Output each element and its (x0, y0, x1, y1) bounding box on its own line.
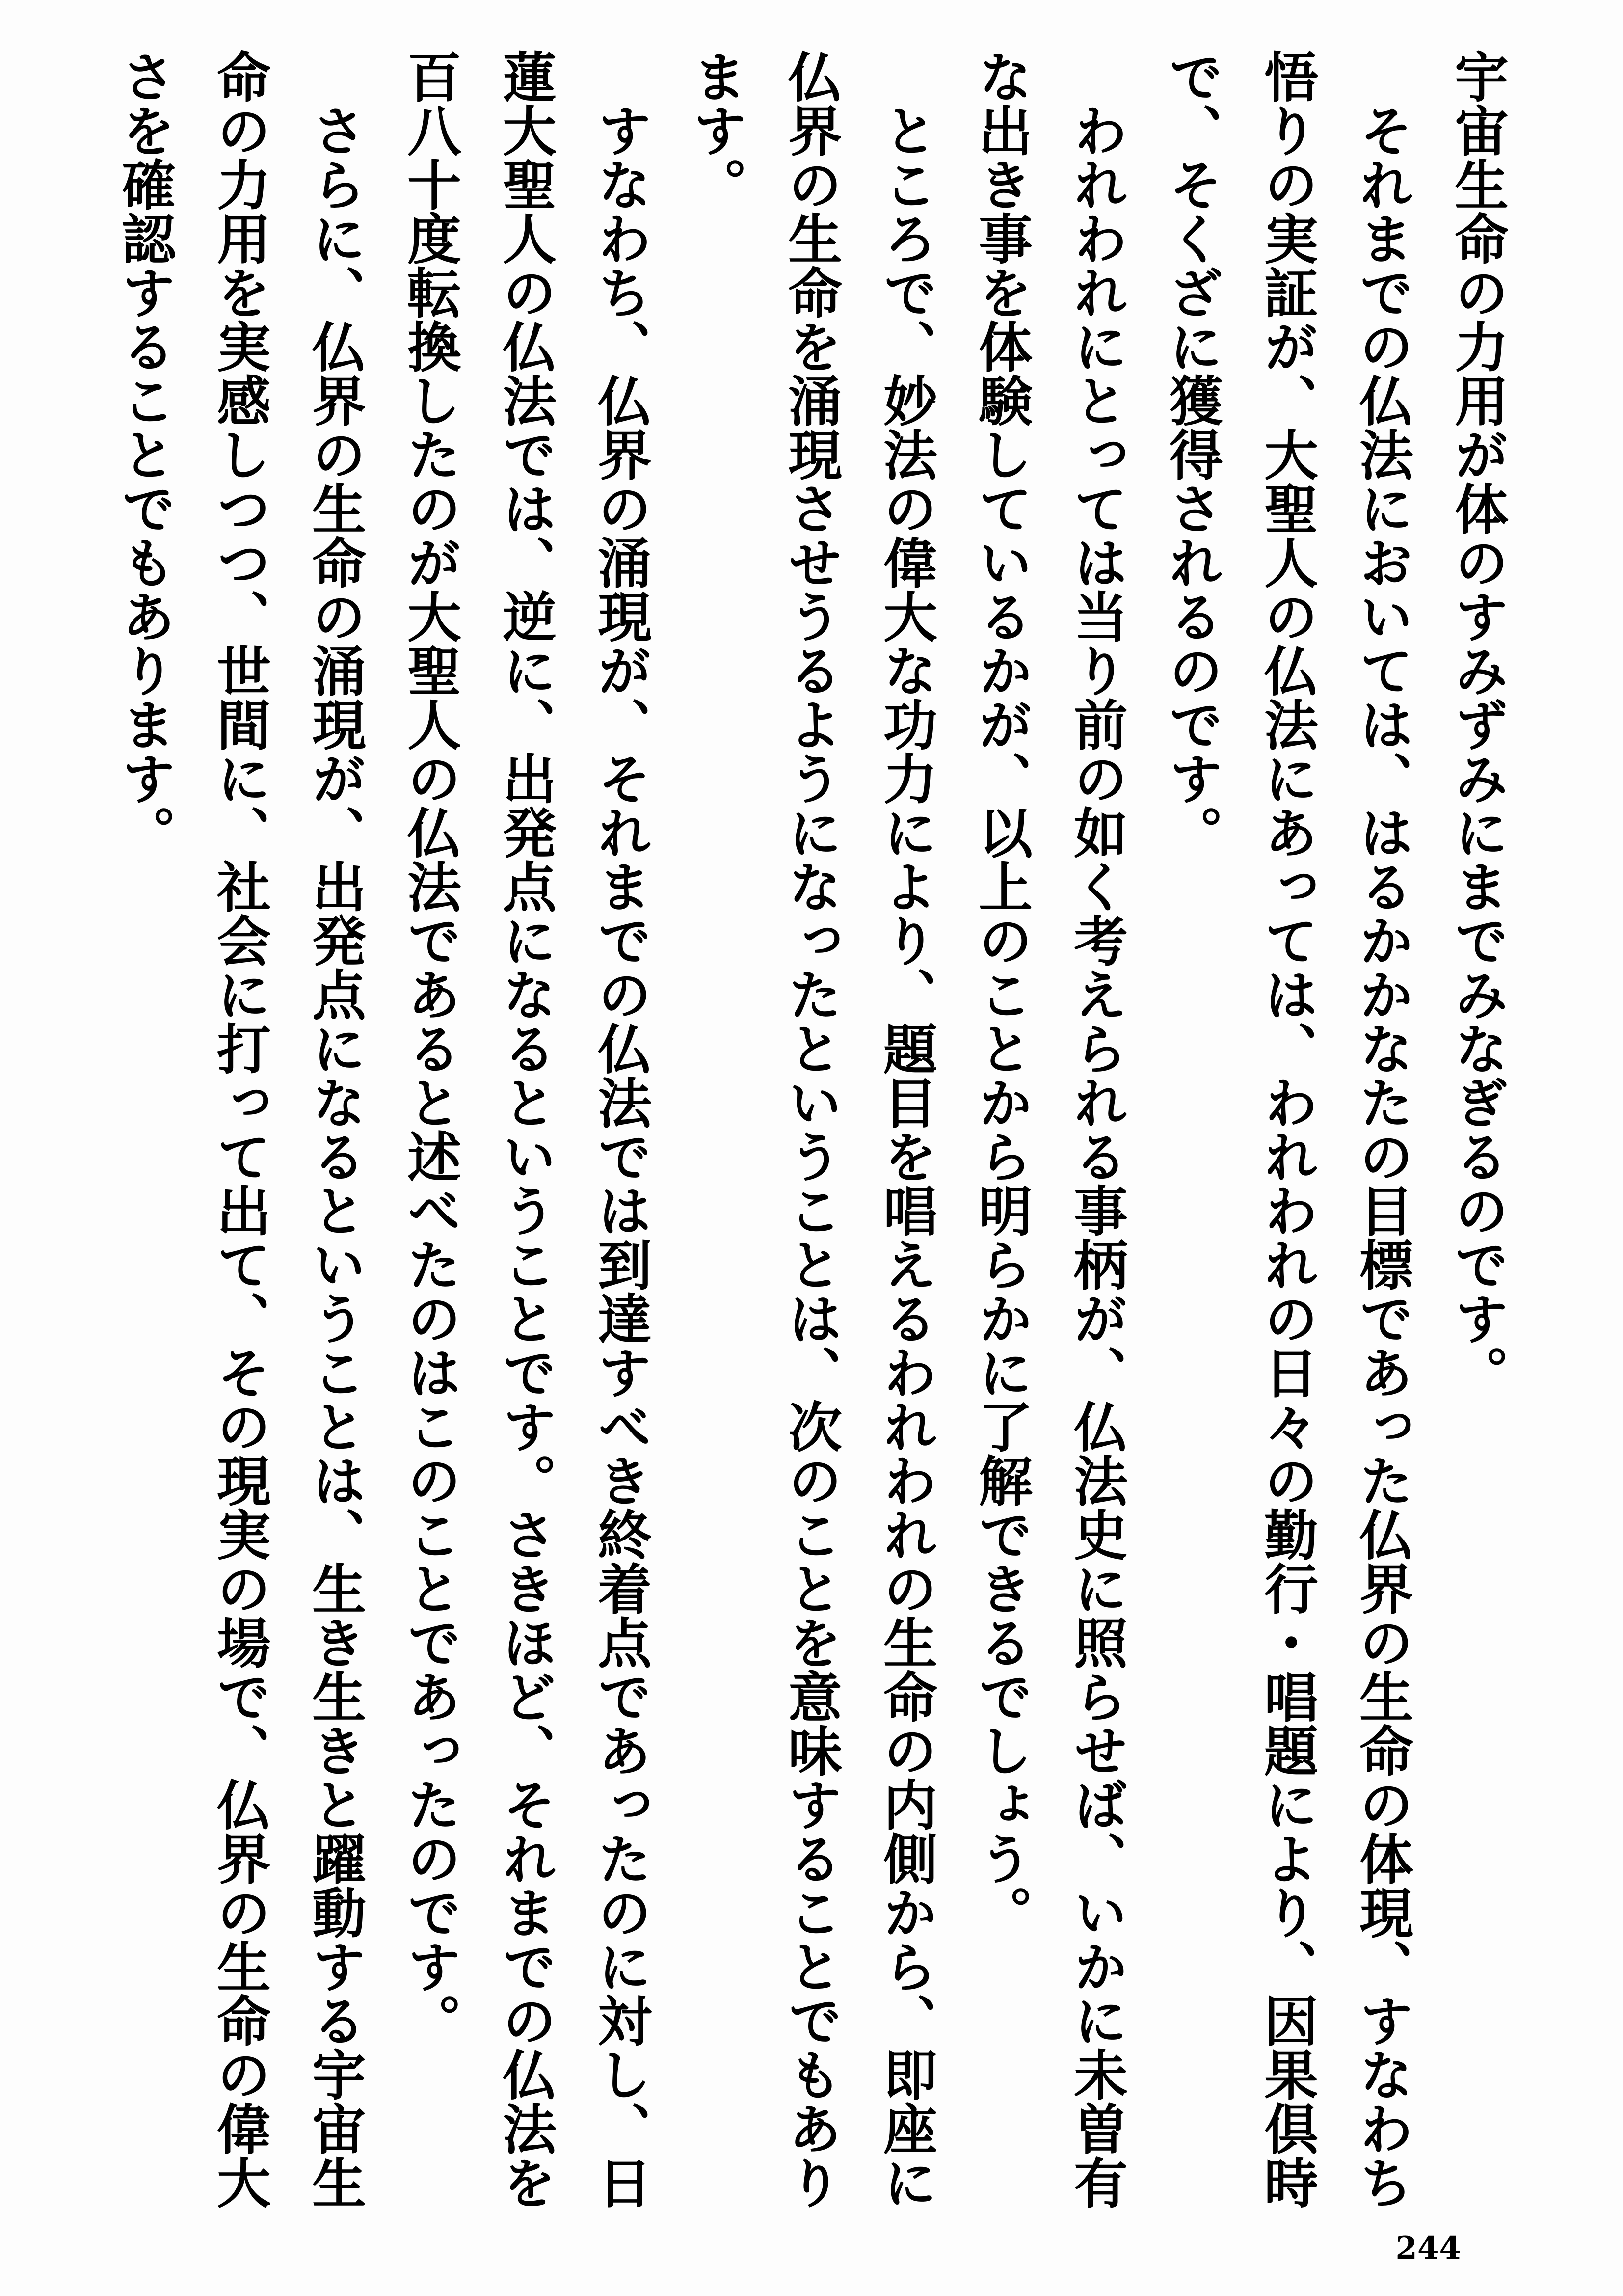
paragraph-5: すなわち、仏界の涌現が、それまでの仏法では到達すべき終着点であったのに対し、日蓮大聖人の仏法では、逆に、出発点になるということです。さきほど、それまでの仏法を百八十度転換したのが大聖人の仏法であると述べたのはこのことであったのです。 (399, 49, 652, 2209)
vertical-text-body (92, 49, 1525, 2209)
paragraph-2: それまでの仏法においては、はるかかなたの目標であった仏界の生命の体現、すなわち悟りの実証が、大聖人の仏法にあっては、われわれの日々の勤行・唱題により、因果倶時で、そくざに獲得されるのです。 (1160, 49, 1414, 2209)
paragraph-6: さらに、仏界の生命の涌現が、出発点になるということは、生き生きと躍動する宇宙生命の力用を実感しつつ、世間に、社会に打って出て、その現実の場で、仏界の生命の偉大さを確認することでもあります。 (113, 49, 367, 2209)
paragraph-4: ところで、妙法の偉大な功力により、題目を唱えるわれわれの生命の内側から、即座に仏界の生命を涌現させうるようになったということは、次のことを意味することでもあります。 (684, 49, 938, 2209)
paragraph-1: 宇宙生命の力用が体のすみずみにまでみなぎるのです。 (1446, 49, 1509, 1399)
paragraph-3: われわれにとっては当り前の如く考えられる事柄が、仏法史に照らせば、いかに未曽有な出き事を体験しているかが、以上のことから明らかに了解できるでしょう。 (970, 49, 1128, 2209)
page-number: 244 (1395, 2230, 1461, 2267)
